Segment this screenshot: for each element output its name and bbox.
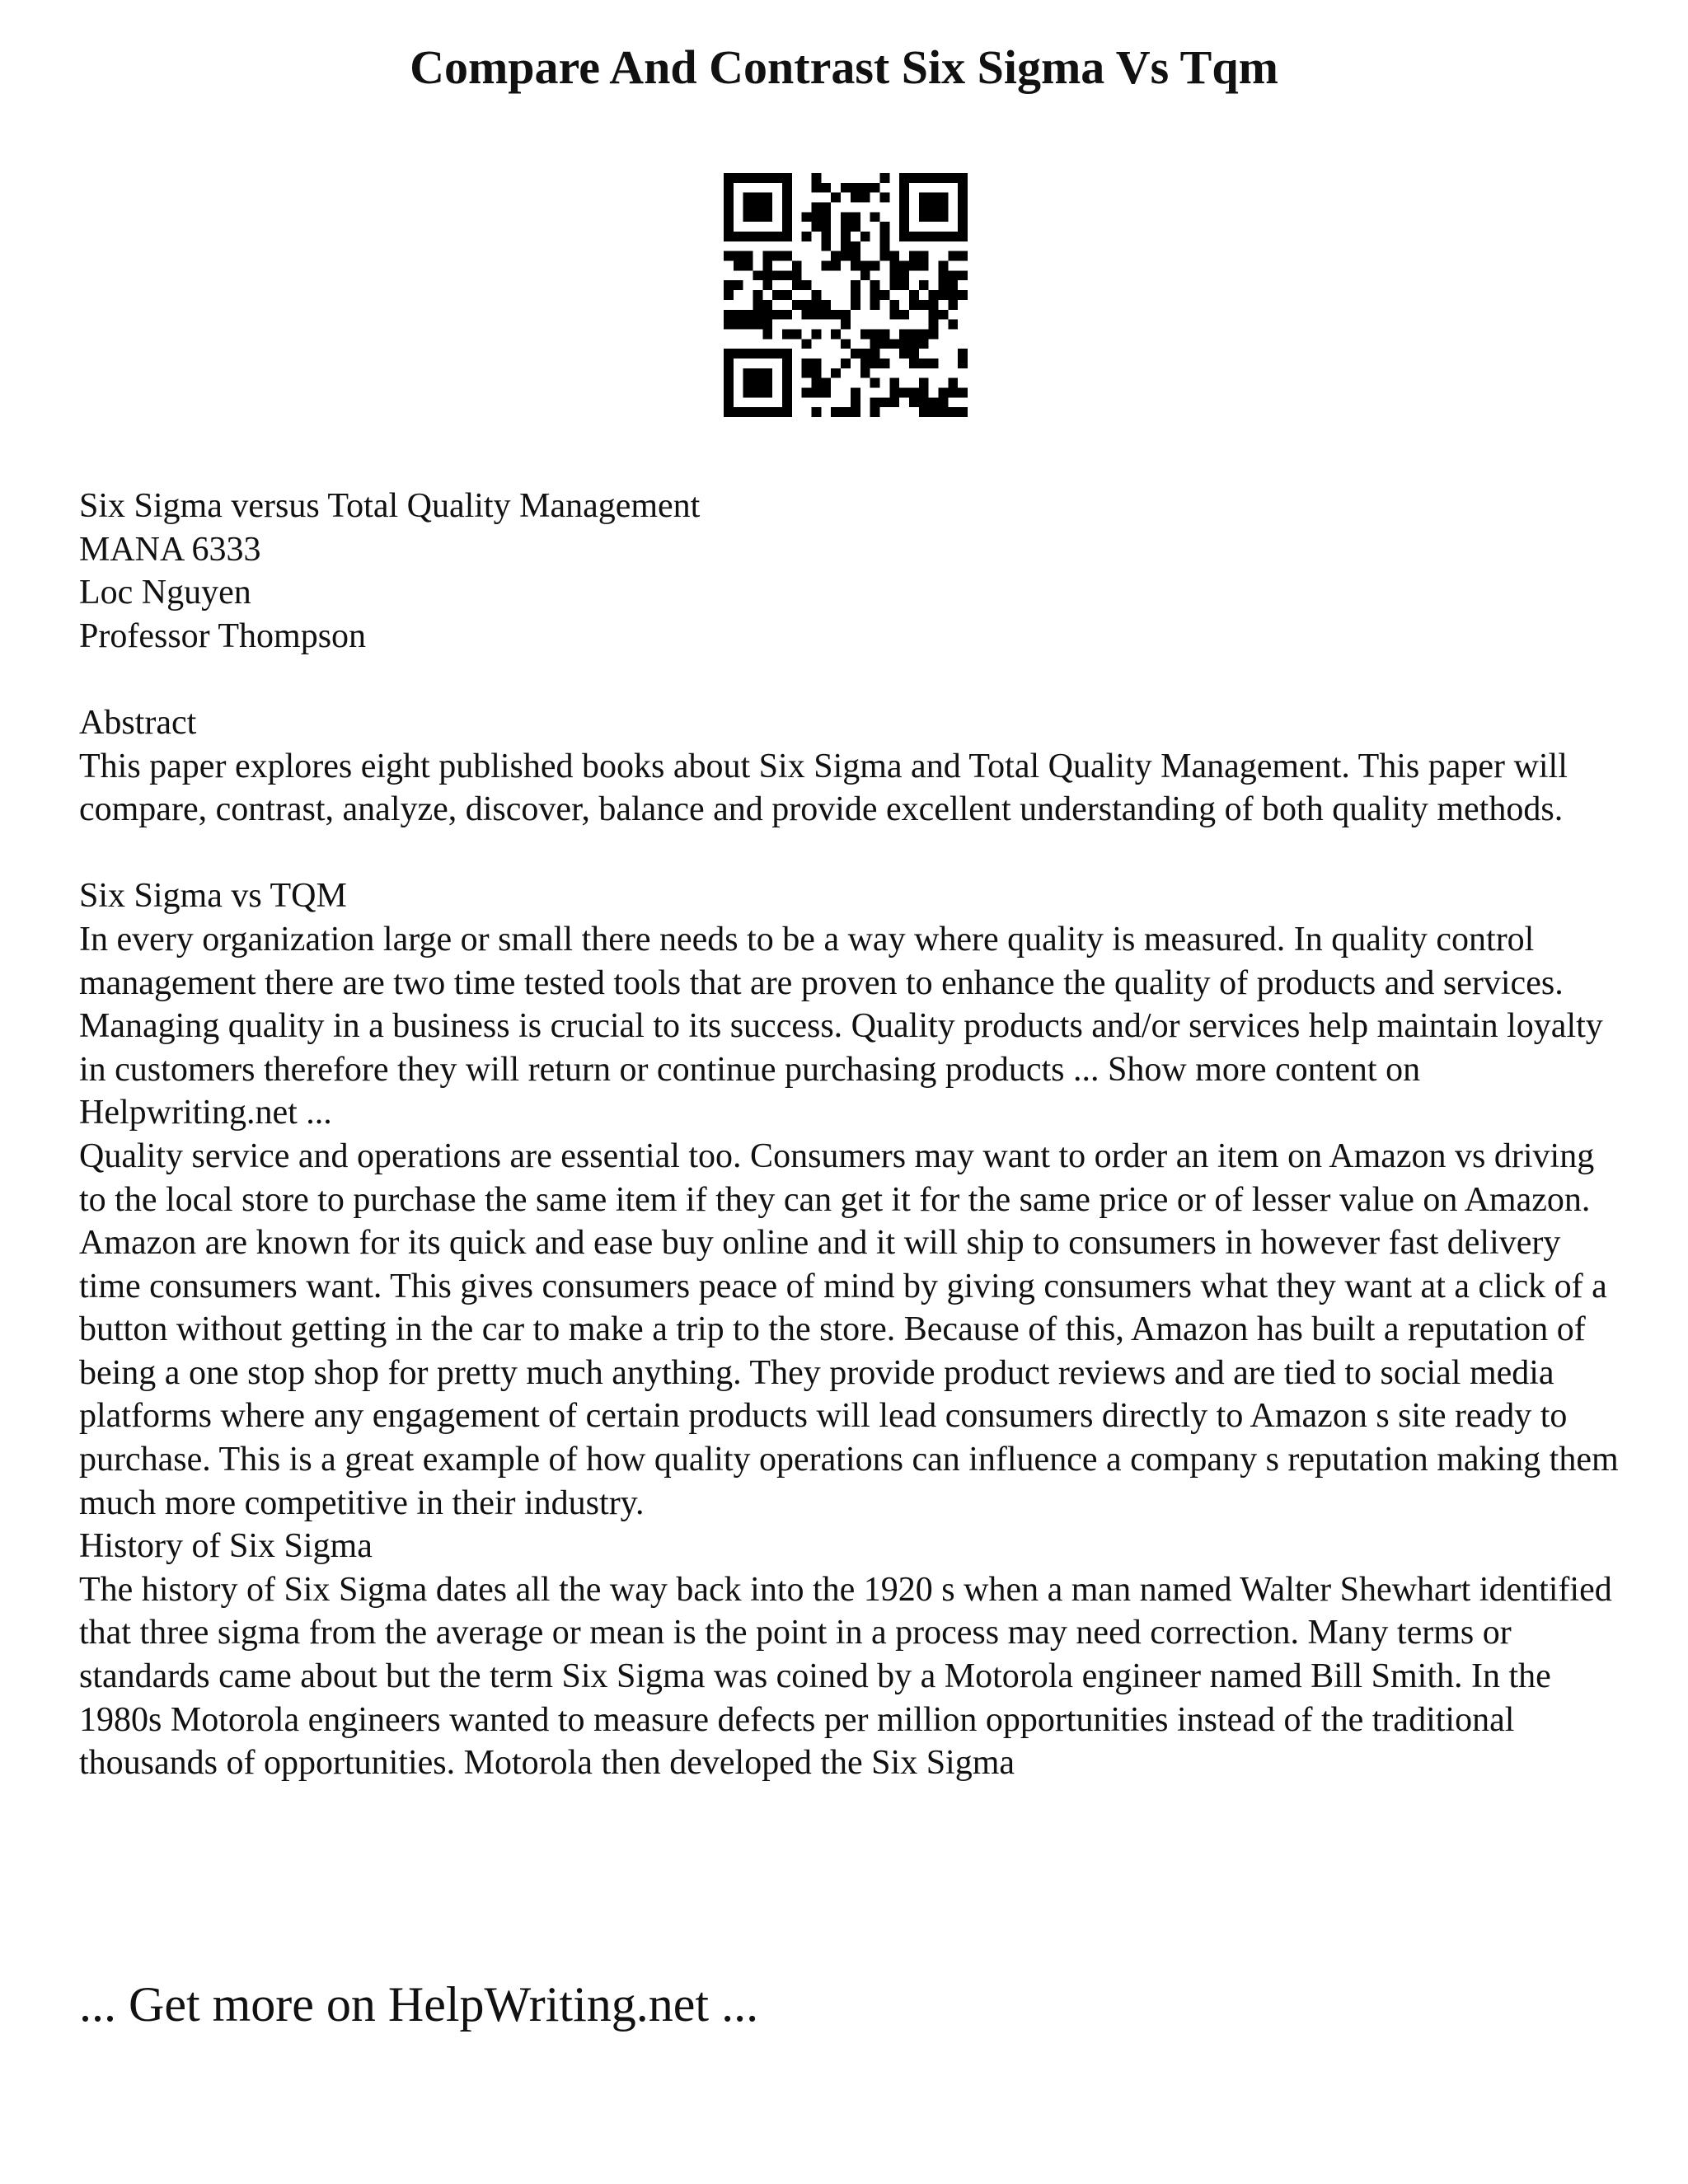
header-line-professor: Professor Thompson <box>79 616 367 655</box>
section-paragraph-intro: In every organization large or small there needs to be a way where quality is measured. In quality control management there are two time tested tools that are proven to enhance the quality of products and services. Managing quality in a business is crucial to its success. Quality products and/or services help maintain loyalty in customers therefore they will return or continue purchasing products ... Show more content on Helpwriting.net ... <box>79 920 1603 1132</box>
abstract-text: This paper explores eight published books about Six Sigma and Total Quality Management. This paper will compare, contrast, analyze, discover, balance and provide excellent understanding of both quality methods. <box>79 747 1568 829</box>
page-title: Compare And Contrast Six Sigma Vs Tqm <box>410 40 1278 94</box>
section-heading-history: History of Six Sigma <box>79 1527 373 1566</box>
header-line-course-code: MANA 6333 <box>79 530 261 569</box>
spacer <box>79 658 1629 701</box>
abstract-heading: Abstract <box>79 703 197 742</box>
document-body <box>79 485 1629 1785</box>
get-more-link[interactable]: ... Get more on HelpWriting.net ... <box>79 1977 759 2032</box>
qr-code-icon <box>724 173 968 417</box>
header-line-course-title: Six Sigma versus Total Quality Management <box>79 487 701 525</box>
spacer <box>79 832 1629 875</box>
section-paragraph-history: The history of Six Sigma dates all the way back into the 1920 s when a man named Walter Shewhart identified that three sigma from the average or mean is the point in a process may need correction. Many terms or standards came about but the term Six Sigma was coined by a Motorola engineer named Bill Smith. In the 1980s Motorola engineers wanted to measure defects per million opportunities instead of the traditional thousands of opportunities. Motorola then developed the Six Sigma <box>79 1570 1612 1783</box>
section-paragraph-amazon: Quality service and operations are essential too. Consumers may want to order an item on Amazon vs driving to the local store to purchase the same item if they can get it for the same price or of lesser value on Amazon. Amazon are known for its quick and ease buy online and it will ship to consumers in however fast delivery time consumers want. This gives consumers peace of mind by giving consumers what they want at a click of a button without getting in the car to make a trip to the store. Because of this, Amazon has built a reputation of being a one stop shop for pretty much anything. They provide product reviews and are tied to social media platforms where any engagement of certain products will lead consumers directly to Amazon s site ready to purchase. This is a great example of how quality operations can influence a company s reputation making them much more competitive in their industry. <box>79 1137 1619 1522</box>
section-heading-six-sigma-vs-tqm: Six Sigma vs TQM <box>79 877 347 916</box>
header-line-author: Loc Nguyen <box>79 574 251 612</box>
